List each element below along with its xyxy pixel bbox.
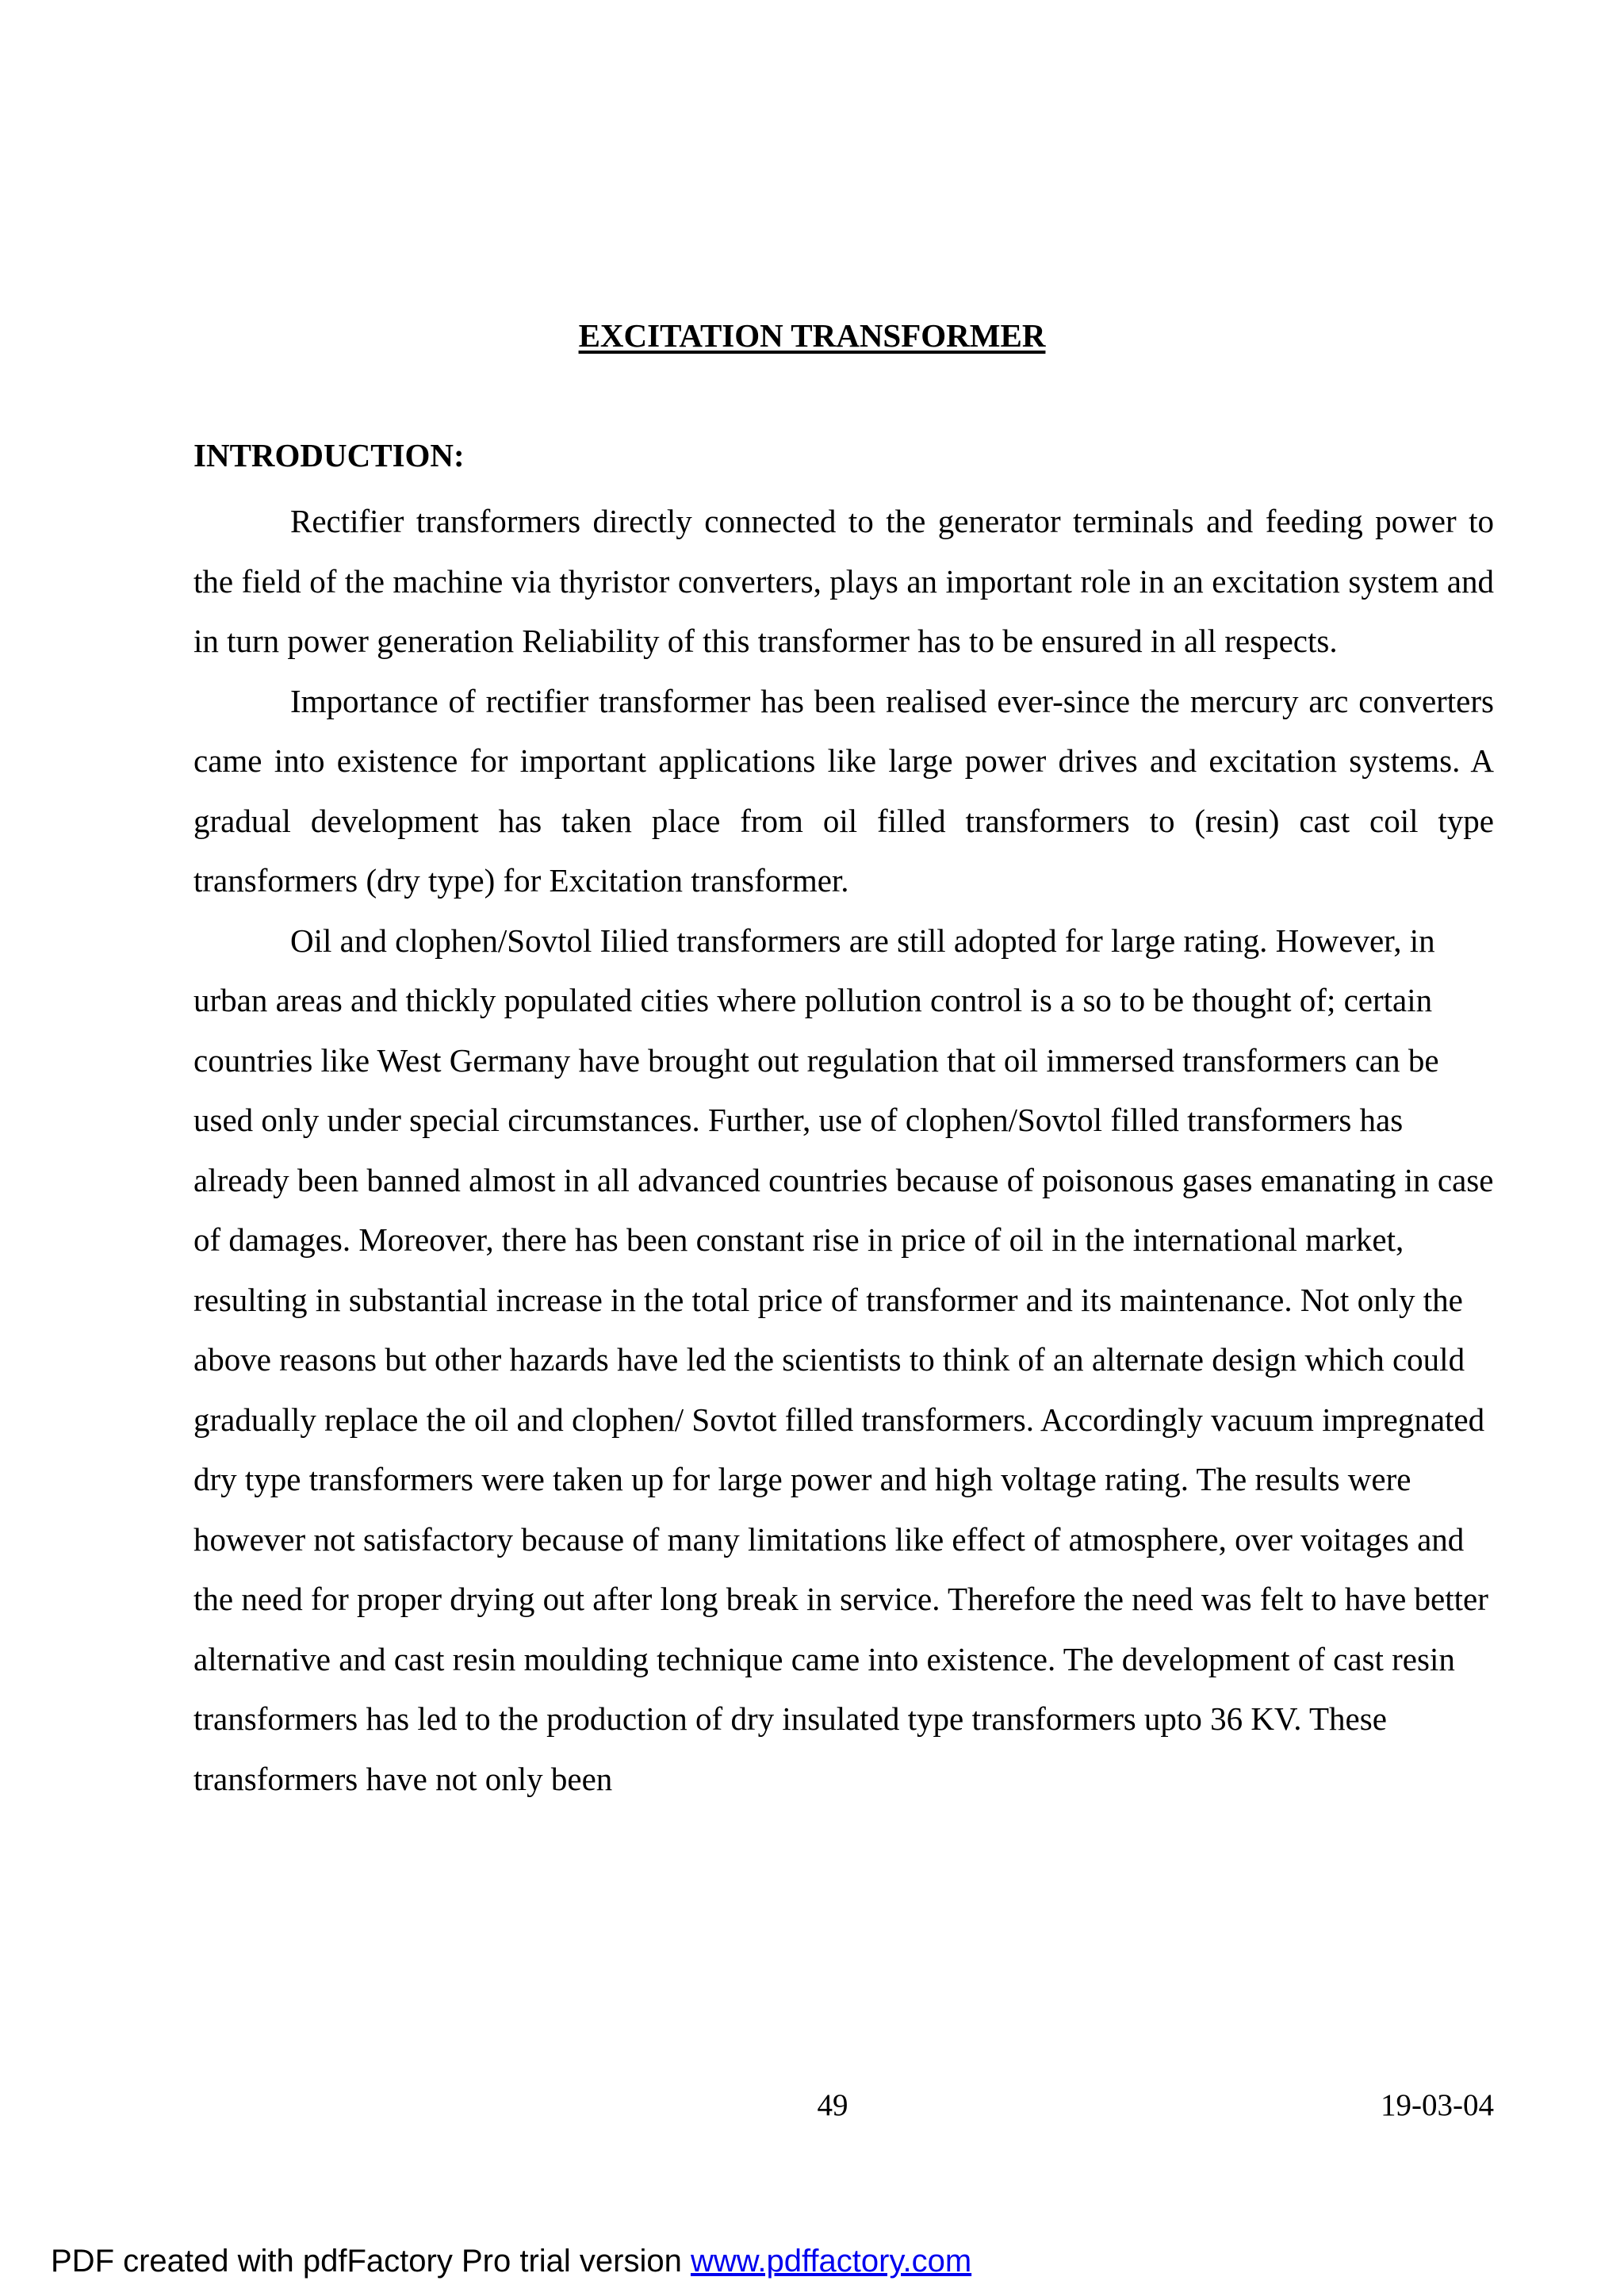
paragraph-2: Importance of rectifier transformer has been realised ever-since the mercury arc converters came into existence for important applications like large power drives and excitation systems. A gradual development has taken place from oil filled transformers to (resin) cast coil type transformers (dry type) for Excitation transformer. — [193, 682, 1494, 899]
section-heading: INTRODUCTION: — [193, 437, 465, 473]
paragraph-1: Rectifier transformers directly connected to the generator terminals and feeding power to the field of the machine via thyristor converters, plays an important role in an excitation system and in turn power generation Reliability of this transformer has to be ensured in all respects. — [193, 503, 1494, 659]
page-date: 19-03-04 — [1381, 2088, 1494, 2122]
body-text — [193, 492, 1494, 1809]
pdffactory-link[interactable]: www.pdffactory.com — [690, 2244, 972, 2279]
document-title: EXCITATION TRANSFORMER — [578, 317, 1046, 354]
banner-text: PDF created with pdfFactory Pro trial version — [51, 2244, 691, 2279]
paragraph-3: Oil and clophen/Sovtol Iilied transformers are still adopted for large rating. However, in urban areas and thickly populated cities where pollution control is a so to be thought of; certain countries like West Germany have brought out regulation that oil immersed transformers can be used only under special circumstances. Further, use of clophen/Sovtol filled transformers has already been banned almost in all advanced countries because of poisonous gases emanating in case of damages. Moreover, there has been constant rise in price of oil in the international market, resulting in substantial increase in the total price of transformer and its maintenance. Not only the above reasons but other hazards have led the scientists to think of an alternate design which could gradually replace the oil and clophen/ Sovtot filled transformers. Accordingly vacuum impregnated dry type transformers were taken up for large power and high voltage rating. The results were however not satisfactory because of many limitations like effect of atmosphere, over voitages and the need for proper drying out after long break in service. Therefore the need was felt to have better alternative and cast resin moulding technique came into existence. The development of cast resin transformers has led to the production of dry insulated type transformers upto 36 KV. These transformers have not only been — [193, 922, 1494, 1797]
pdf-creator-banner — [51, 2241, 971, 2281]
page-number: 49 — [817, 2088, 848, 2122]
